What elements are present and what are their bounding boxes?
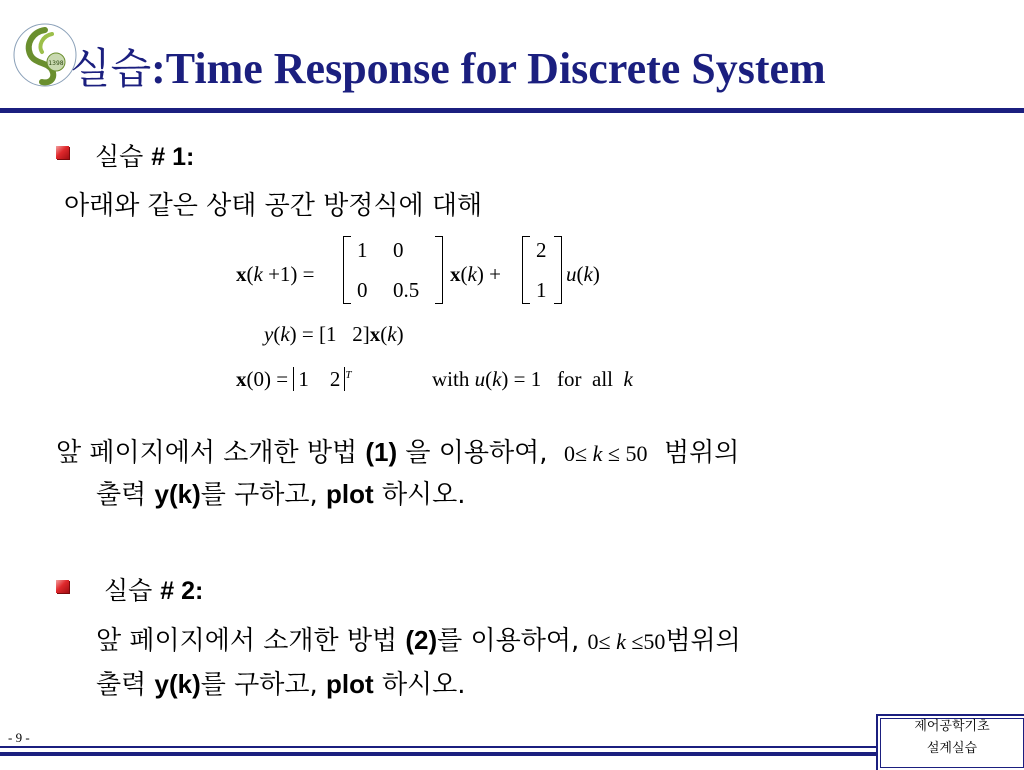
section2-task-line1: 앞 페이지에서 소개한 방법 (2)를 이용하여, 0≤ k ≤50범위의 bbox=[96, 625, 741, 656]
initial-condition: x(0) = 1 2 $^T$ bbox=[236, 367, 352, 391]
section1-intro: 아래와 같은 상태 공간 방정식에 대해 bbox=[64, 191, 483, 221]
state-equation-mid: x(k) + bbox=[450, 262, 501, 286]
section1-heading bbox=[95, 137, 194, 173]
vector-b-cell: 1 bbox=[536, 278, 547, 302]
title-korean: 실습 bbox=[70, 44, 152, 93]
initial-condition-with: with u(k) = 1 for all k bbox=[432, 367, 633, 391]
logo-year-text: 1398 bbox=[48, 60, 64, 67]
vector-b-cell: 2 bbox=[536, 238, 547, 262]
range-expression: 0≤ k ≤50 bbox=[587, 629, 666, 654]
output-equation: y(k) = [1 2]x(k) bbox=[264, 322, 404, 346]
section1-heading-num: # 1: bbox=[151, 143, 195, 171]
matrix-a-cell: 0 bbox=[357, 278, 368, 302]
matrix-a bbox=[343, 236, 443, 304]
footer-rule-thick bbox=[0, 752, 876, 756]
university-logo bbox=[12, 22, 78, 88]
section2-heading-ko: 실습 bbox=[104, 576, 153, 605]
section1-task-line1: 앞 페이지에서 소개한 방법 (1) 을 이용하여, 0≤ k ≤ 50 범위의 bbox=[56, 437, 740, 468]
section2-task-line2: 출력 y(k)를 구하고, plot 하시오. bbox=[96, 669, 466, 700]
page-title bbox=[70, 36, 826, 96]
matrix-a-cell: 1 bbox=[357, 238, 368, 262]
section1-task-line2: 출력 y(k)를 구하고, plot 하시오. bbox=[96, 479, 466, 510]
range-expression: 0≤ k ≤ 50 bbox=[564, 441, 648, 466]
footer-rule-thin bbox=[0, 746, 876, 748]
section2-heading-num: # 2: bbox=[160, 577, 204, 605]
course-label-line1: 제어공학기초 bbox=[914, 719, 990, 734]
matrix-a-cell: 0 bbox=[393, 238, 404, 262]
vector-b bbox=[522, 236, 562, 304]
title-english: :Time Response for Discrete System bbox=[151, 44, 826, 93]
state-equation-input: u(k) bbox=[566, 262, 600, 286]
course-label-box bbox=[876, 714, 1024, 770]
matrix-a-cell: 0.5 bbox=[393, 278, 420, 302]
state-equation-lhs: x(k +1) = bbox=[236, 262, 315, 286]
title-underline bbox=[0, 108, 1024, 113]
bullet-square-icon bbox=[56, 580, 69, 593]
bullet-square-icon bbox=[56, 146, 69, 159]
section1-heading-ko: 실습 bbox=[95, 142, 144, 171]
section2-heading bbox=[104, 571, 203, 607]
page-number: - 9 - bbox=[8, 730, 30, 745]
course-label-line2: 설계실습 bbox=[926, 741, 978, 756]
